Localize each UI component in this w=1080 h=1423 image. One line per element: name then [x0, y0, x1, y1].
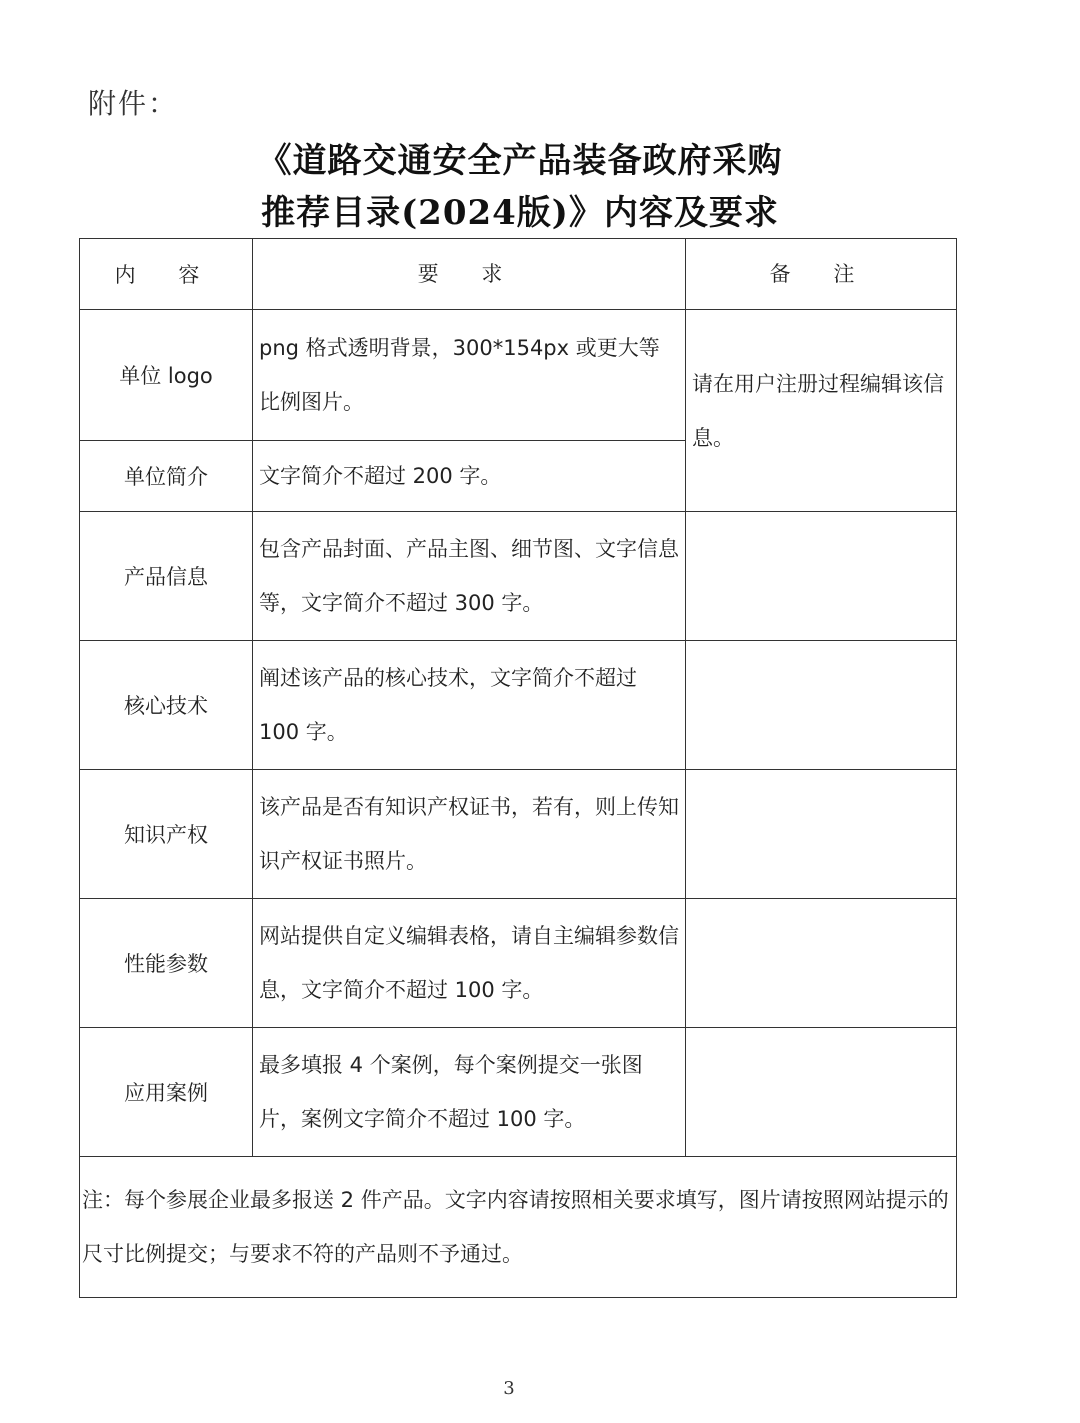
row-requirement: 文字简介不超过 200 字。 [253, 441, 686, 512]
row-requirement: 包含产品封面、产品主图、细节图、文字信息等，文字简介不超过 300 字。 [253, 512, 686, 641]
row-requirement: 该产品是否有知识产权证书，若有，则上传知识产权证书照片。 [253, 770, 686, 899]
page-number: 3 [503, 1378, 515, 1399]
table-row [80, 899, 957, 1028]
header-note: 备 注 [686, 239, 957, 310]
header-requirement: 要 求 [253, 239, 686, 310]
row-note [686, 1028, 957, 1157]
document-title-line-2: 推荐目录(2024版)》内容及要求 [261, 193, 779, 233]
row-note [686, 770, 957, 899]
table-row [80, 512, 957, 641]
table-row [80, 1028, 957, 1157]
requirements-table [79, 238, 957, 1298]
table-header-row [80, 239, 957, 310]
footnote-row [80, 1157, 957, 1298]
row-note [686, 512, 957, 641]
row-note: 请在用户注册过程编辑该信息。 [686, 310, 957, 512]
row-note [686, 899, 957, 1028]
footnote-text: 注：每个参展企业最多报送 2 件产品。文字内容请按照相关要求填写，图片请按照网站提示的尺寸比例提交；与要求不符的产品则不予通过。 [80, 1157, 957, 1298]
row-content: 性能参数 [80, 899, 253, 1028]
row-requirement: 网站提供自定义编辑表格，请自主编辑参数信息，文字简介不超过 100 字。 [253, 899, 686, 1028]
table-row [80, 770, 957, 899]
row-requirement: 最多填报 4 个案例，每个案例提交一张图片，案例文字简介不超过 100 字。 [253, 1028, 686, 1157]
header-content: 内 容 [80, 239, 253, 310]
row-content: 知识产权 [80, 770, 253, 899]
table-row [80, 310, 957, 441]
row-requirement: png 格式透明背景，300*154px 或更大等比例图片。 [253, 310, 686, 441]
table-row [80, 641, 957, 770]
row-content: 应用案例 [80, 1028, 253, 1157]
row-note [686, 641, 957, 770]
document-title-line-1: 《道路交通安全产品装备政府采购 [257, 141, 783, 181]
row-content: 产品信息 [80, 512, 253, 641]
attachment-label: 附件： [88, 87, 179, 120]
row-requirement: 阐述该产品的核心技术，文字简介不超过 100 字。 [253, 641, 686, 770]
row-content: 单位 logo [80, 310, 253, 441]
row-content: 单位简介 [80, 441, 253, 512]
row-content: 核心技术 [80, 641, 253, 770]
